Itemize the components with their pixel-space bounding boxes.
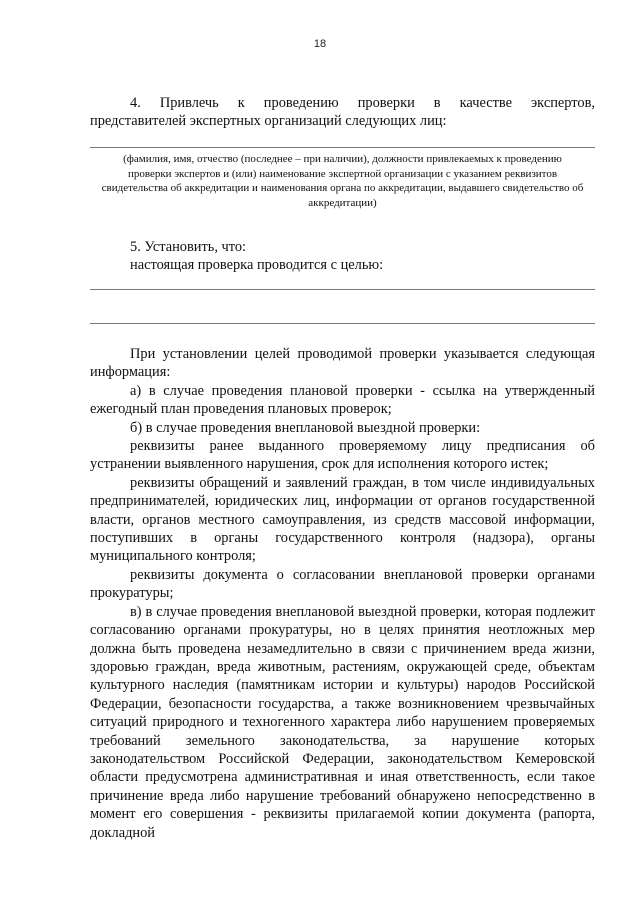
fill-in-line-experts xyxy=(90,147,595,148)
item-5-line-1: 5. Установить, что: xyxy=(130,239,247,255)
paragraph-v: в) в случае проведения внеплановой выездной проверки, которая подлежит согласованию органами прокуратуры, но в целях принятия неотложных мер должна быть проведена незамедлительно в связи с причинением вреда жизни, здоровью граждан, вреда животным, растениям, окружающей среде, объектам культурного наследия (памятникам истории и культуры) народов Российской Федерации, безопасности государства, а также возникновением чрезвычайных ситуаций природного и техногенного характера либо нарушением проверяемых требований земельного законодательства, за нарушение которых законодательством Российской Федерации, законодательством Кемеровской области предусмотрена административная и иная ответственность, если такое причинение вреда либо нарушение требований обнаружено непосредственно в момент его совершения - реквизиты прилагаемой копии документа (рапорта, докладной xyxy=(90,603,595,841)
item-5-line-2: настоящая проверка проводится с целью: xyxy=(130,257,384,274)
paragraph-b-2: реквизиты обращений и заявлений граждан, в том числе индивидуальных предпринимателей, юридических лиц, информации от органов государственной власти, органов местного самоуправления, из средств массовой информации, поступивших в органы государственного контроля (надзора), органы муниципального контроля; xyxy=(90,474,595,565)
purpose-instructions xyxy=(90,345,595,842)
item-4-line-1: 4. Привлечь к проведению проверки в качестве экспертов, xyxy=(130,95,595,111)
intro-paragraph: При установлении целей проводимой проверки указывается следующая информация: xyxy=(90,346,595,381)
paragraph-b-1: реквизиты ранее выданного проверяемому лицу предписания об устранении выявленного нарушения, срок для исполнения которого истек; xyxy=(90,438,595,473)
item-5 xyxy=(90,238,595,275)
paragraph-a: а) в случае проведения плановой проверки - ссылка на утвержденный ежегодный план проведения плановых проверок; xyxy=(90,382,595,418)
item-4 xyxy=(90,94,595,131)
paragraph-b-3: реквизиты документа о согласовании внеплановой проверки органами прокуратуры; xyxy=(90,566,595,602)
experts-footnote: (фамилия, имя, отчество (последнее – при наличии), должности привлекаемых к проведению проверки экспертов и (или) наименование экспертной организации с указанием реквизитов свидетельства об аккредитации и наименования органа по аккредитации, выдавшего свидетельство об аккредитации) xyxy=(101,153,584,209)
fill-in-line-purpose-2 xyxy=(90,323,595,324)
page-number: 18 xyxy=(313,38,327,50)
paragraph-b: б) в случае проведения внеплановой выездной проверки: xyxy=(130,419,481,436)
fill-in-line-purpose-1 xyxy=(90,289,595,290)
item-4-line-2: представителей экспертных организаций следующих лиц: xyxy=(90,113,447,130)
